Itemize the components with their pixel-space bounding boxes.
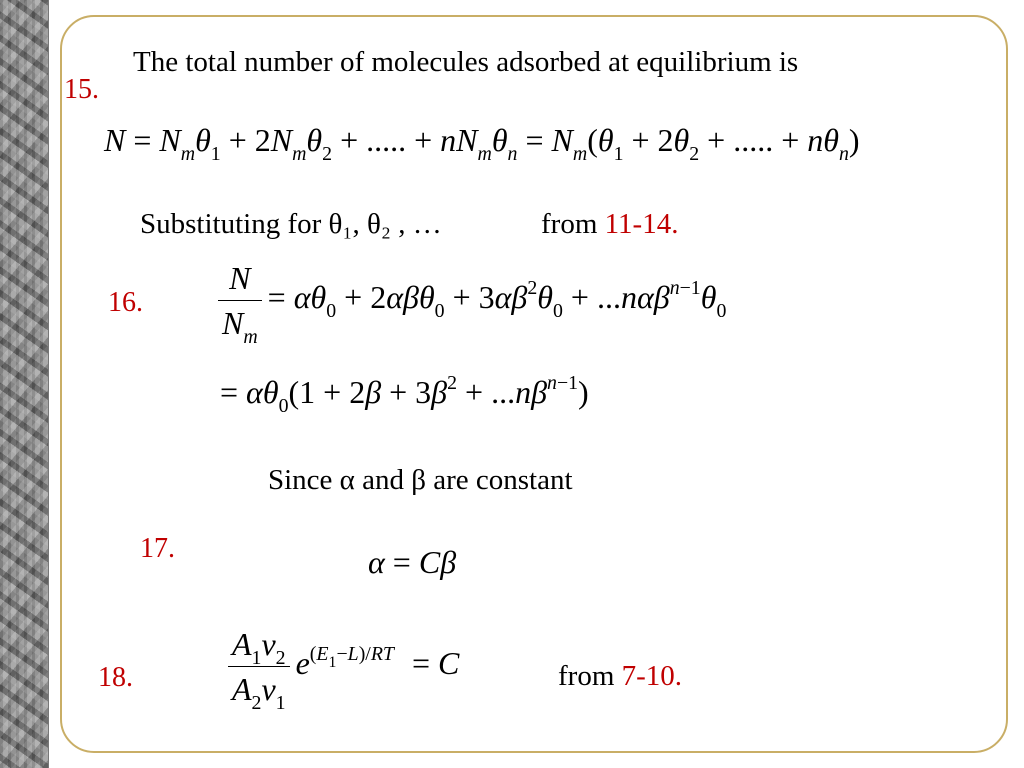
eq-17-number: 17.	[140, 533, 175, 564]
eq-16-line-1: $\frac{N}{N_m}$ = $\alpha\theta_0 + 2\alpha\beta\theta_0 + 3\alpha\beta^2\theta_0 + ...n\alpha\beta^{n-1}\theta_0$	[218, 262, 726, 339]
reference-11-14: 11-14.	[604, 208, 679, 240]
eq-18-reference	[558, 662, 682, 691]
eq-15-number: 15.	[64, 74, 99, 105]
eq-17: α = Cβ	[368, 544, 457, 580]
eq-18: $\frac{A_1\nu_2}{A_2\nu_1}$ $e^{(E_1-L)/RT} = C$	[228, 628, 459, 705]
from-label-18: from	[558, 660, 615, 692]
eq-18-number: 18.	[98, 662, 133, 693]
eq-16-line-2: = $\alpha\theta_0(1 + 2\beta + 3\beta^2 + ...n\beta^{n-1})$	[220, 372, 589, 417]
substitute-reference	[541, 210, 678, 239]
eq-16-number: 16.	[108, 287, 143, 318]
since-text: Since α and β are constant	[268, 464, 573, 496]
from-label: from	[541, 208, 598, 240]
n-over-nm-fraction: $\frac{N}{N_m}$	[218, 262, 262, 339]
a-nu-fraction: $\frac{A_1\nu_2}{A_2\nu_1}$	[228, 628, 290, 705]
substituting-line	[140, 210, 442, 239]
reference-7-10: 7-10.	[621, 660, 683, 692]
intro-text: The total number of molecules adsorbed at equilibrium is	[133, 46, 799, 78]
textured-side-strip	[0, 0, 49, 768]
substitute-text: Substituting for θ₁, θ₂ , …	[140, 208, 442, 240]
eq-15: $N = N_m\theta_1 + 2N_m\theta_2$ + ..... + $nN_m\theta_n = N_m(\theta_1 + 2\theta_2$ + ..... + $n\theta_n$)	[104, 122, 860, 165]
